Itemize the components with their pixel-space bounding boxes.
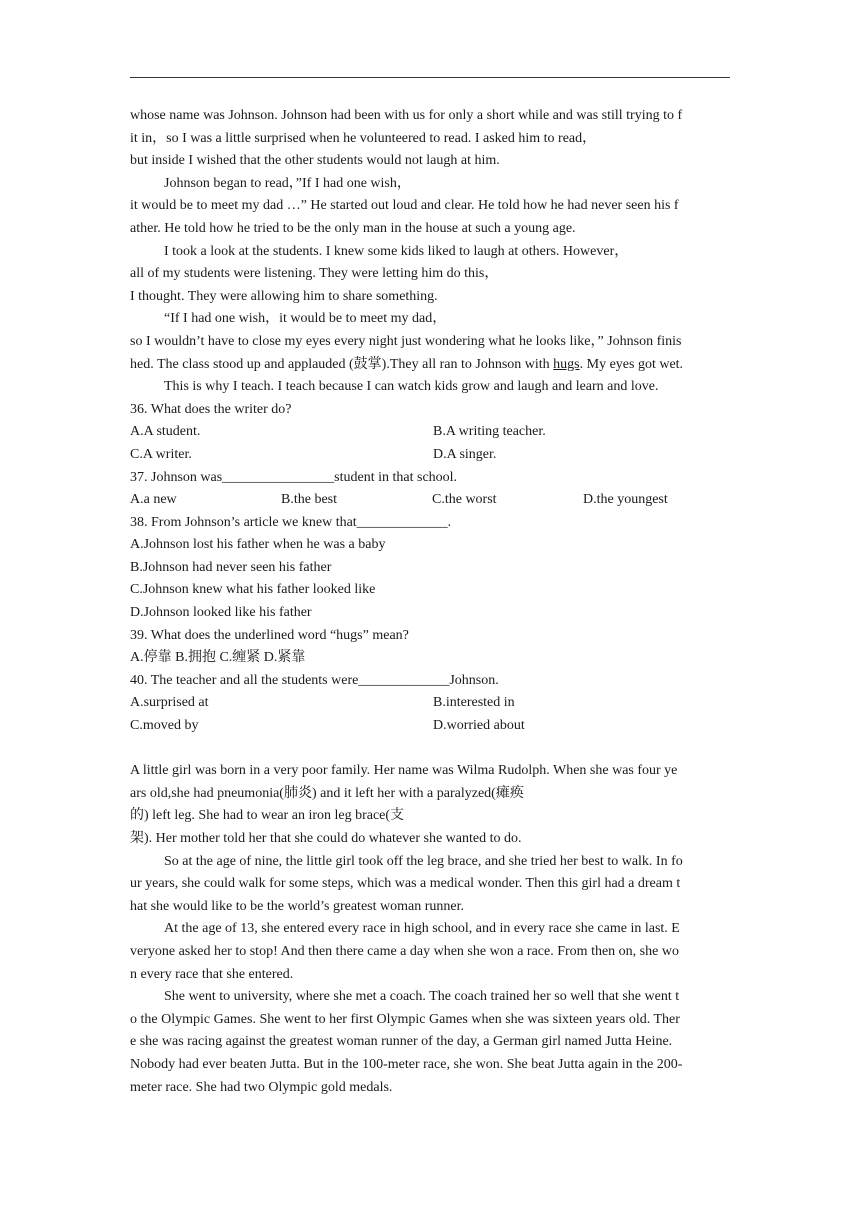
passage1-text: . My eyes got wet. xyxy=(579,356,684,372)
option-d: D.Johnson looked like his father xyxy=(130,605,312,621)
option-c: C.A writer. xyxy=(130,446,192,462)
passage1-line: I thought. They were allowing him to share something. xyxy=(130,288,438,304)
passage1-line: it would be to meet my dad …” He started out loud and clear. He told how he had never seen his f xyxy=(130,198,679,214)
option-a: A.Johnson lost his father when he was a baby xyxy=(130,537,386,553)
passage1-text: hed. The class stood up and applauded (鼓掌).They all ran to Johnson with xyxy=(130,356,554,372)
question-36-options-row2 xyxy=(130,444,732,467)
passage2-line: ars old,she had pneumonia(肺炎) and it left her with a paralyzed(瘫痪 xyxy=(130,785,524,801)
passage2-line: She went to university, where she met a coach. The coach trained her so well that she went t xyxy=(164,989,680,1005)
passage2-line: o the Olympic Games. She went to her first Olympic Games when she was sixteen years old. Ther xyxy=(130,1011,680,1027)
question-40-stem: 40. The teacher and all the students were_____________Johnson. xyxy=(130,672,499,688)
question-38-stem: 38. From Johnson’s article we knew that_____________. xyxy=(130,514,452,530)
question-39-stem: 39. What does the underlined word “hugs” mean? xyxy=(130,627,409,643)
option-a: A.a new xyxy=(130,492,177,508)
passage1-line: “If I had one wish，it would be to meet my dad， xyxy=(164,311,447,327)
passage2-line: 架). Her mother told her that she could do whatever she wanted to do. xyxy=(130,831,522,846)
option-c: C.Johnson knew what his father looked like xyxy=(130,582,376,598)
option-b: B.Johnson had never seen his father xyxy=(130,559,332,575)
passage1-line: but inside I wished that the other students would not laugh at him. xyxy=(130,153,500,169)
passage2-line: 的) left leg. She had to wear an iron leg brace(支 xyxy=(130,808,405,824)
option-d: D.worried about xyxy=(433,718,525,734)
passage1-hugs-line xyxy=(130,354,732,377)
question-40-options-row2 xyxy=(130,715,732,738)
passage1-line: whose name was Johnson. Johnson had been with us for only a short while and was still trying to f xyxy=(130,108,683,123)
header-rule xyxy=(130,77,730,78)
question-36-options-row1 xyxy=(130,421,732,444)
option-d: D.the youngest xyxy=(583,492,668,508)
option-a: A.A student. xyxy=(130,424,201,440)
question-39-options: A.停靠 B.拥抱 C.缠紧 D.紧靠 xyxy=(130,650,306,666)
passage2-line: hat she would like to be the world’s greatest woman runner. xyxy=(130,898,464,914)
passage1-line: ather. He told how he tried to be the only man in the house at such a young age. xyxy=(130,220,576,236)
passage2-line: veryone asked her to stop! And then there came a day when she won a race. From then on, she wo xyxy=(130,943,679,959)
document-body xyxy=(130,105,732,1099)
option-c: C.moved by xyxy=(130,718,199,734)
passage2-line: n every race that she entered. xyxy=(130,966,294,982)
passage1-line: Johnson began to read，”If I had one wish， xyxy=(164,175,411,191)
passage2-line: A little girl was born in a very poor family. Her name was Wilma Rudolph. When she was four ye xyxy=(130,763,678,779)
option-c: C.the worst xyxy=(432,492,497,508)
passage2-line: So at the age of nine, the little girl took off the leg brace, and she tried her best to walk. In fo xyxy=(164,853,683,869)
passage1-line: it in，so I was a little surprised when he volunteered to read. I asked him to read， xyxy=(130,130,597,146)
option-a: A.surprised at xyxy=(130,695,209,711)
underlined-word-hugs: hugs xyxy=(553,356,580,372)
question-37-options xyxy=(130,489,732,512)
passage1-line: I took a look at the students. I knew some kids liked to laugh at others. However， xyxy=(164,243,629,259)
passage1-line: This is why I teach. I teach because I can watch kids grow and laugh and learn and love. xyxy=(164,379,659,395)
option-b: B.A writing teacher. xyxy=(433,424,546,440)
option-d: D.A singer. xyxy=(433,446,497,462)
passage2-line: ur years, she could walk for some steps, which was a medical wonder. Then this girl had a dream t xyxy=(130,876,681,892)
question-37-stem: 37. Johnson was________________student in that school. xyxy=(130,469,458,485)
question-40-options-row1 xyxy=(130,692,732,715)
option-b: B.interested in xyxy=(433,695,515,711)
question-36-stem: 36. What does the writer do? xyxy=(130,401,292,417)
passage2-line: Nobody had ever beaten Jutta. But in the 100-meter race, she won. She beat Jutta again in the 200- xyxy=(130,1056,683,1072)
passage1-line: so I wouldn’t have to close my eyes every night just wondering what he looks like，” Johnson finis xyxy=(130,333,682,349)
option-b: B.the best xyxy=(281,492,337,508)
passage1-line: all of my students were listening. They were letting him do this， xyxy=(130,266,499,282)
passage2-line: At the age of 13, she entered every race in high school, and in every race she came in last. E xyxy=(164,921,680,937)
section-spacer xyxy=(130,738,732,761)
passage2-line: meter race. She had two Olympic gold medals. xyxy=(130,1079,393,1095)
passage2-line: e she was racing against the greatest woman runner of the day, a German girl named Jutta Heine. xyxy=(130,1034,673,1050)
